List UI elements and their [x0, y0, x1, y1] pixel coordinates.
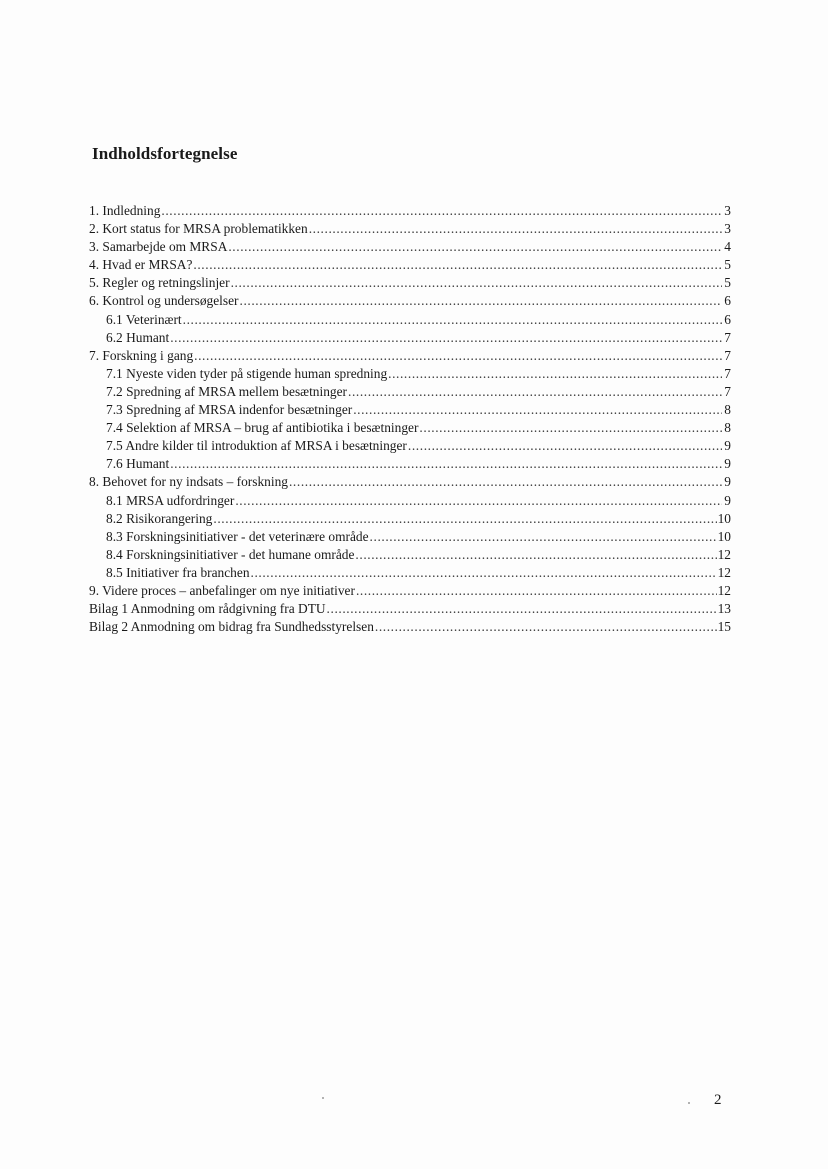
toc-entry-label: Bilag 2 Anmodning om bidrag fra Sundhedsstyrelsen: [89, 619, 374, 635]
toc-leader-dots: [194, 347, 722, 365]
toc-entry-label: 7. Forskning i gang: [89, 347, 194, 363]
toc-leader-dots: [240, 292, 722, 310]
toc-entry-page: 7: [724, 347, 731, 363]
toc-leader-dots: [370, 528, 717, 546]
toc-leader-dots: [161, 202, 722, 220]
toc-entry-page: 9: [724, 474, 731, 490]
toc-leader-dots: [327, 600, 717, 618]
toc-entry-page: 6: [724, 311, 731, 327]
toc-entry: [89, 365, 731, 383]
toc-entry-label: 8.1 MRSA udfordringer: [106, 492, 235, 508]
toc-entry: [89, 437, 731, 455]
toc-entry-label: 8.2 Risikorangering: [106, 510, 213, 526]
toc-entry-label: 7.1 Nyeste viden tyder på stigende human spredning: [106, 365, 388, 381]
toc-entry-page: 12: [717, 546, 731, 562]
toc-entry: [89, 492, 731, 510]
toc-entry-label: Bilag 1 Anmodning om rådgivning fra DTU: [89, 601, 326, 617]
toc-leader-dots: [353, 401, 722, 419]
toc-title: Indholdsfortegnelse: [92, 144, 238, 163]
toc-entry-page: 8: [724, 420, 731, 436]
toc-entry: [89, 419, 731, 437]
toc-entry-label: 8.3 Forskningsinitiativer - det veterinære område: [106, 528, 369, 544]
toc-entry: [89, 618, 731, 636]
toc-entry: [89, 528, 731, 546]
toc-entry-label: 8.4 Forskningsinitiativer - det humane område: [106, 546, 355, 562]
toc-entry: [89, 600, 731, 618]
toc-entry: [89, 455, 731, 473]
toc-entry-label: 6. Kontrol og undersøgelser: [89, 293, 239, 309]
toc-entry-label: 7.5 Andre kilder til introduktion af MRSA i besætninger: [106, 438, 407, 454]
toc-entry: [89, 582, 731, 600]
toc-leader-dots: [170, 455, 722, 473]
toc-entry-page: 9: [724, 438, 731, 454]
toc-entry-page: 6: [724, 293, 731, 309]
toc-leader-dots: [170, 329, 722, 347]
toc-entry-page: 9: [724, 492, 731, 508]
toc-entry: [89, 292, 731, 310]
toc-entry: [89, 202, 731, 220]
toc-leader-dots: [388, 365, 722, 383]
toc-entry-label: 3. Samarbejde om MRSA: [89, 239, 228, 255]
toc-entry-label: 8. Behovet for ny indsats – forskning: [89, 474, 288, 490]
toc-leader-dots: [419, 419, 722, 437]
toc-entry-page: 3: [724, 203, 731, 218]
toc-entry: [89, 383, 731, 401]
toc-entry: [89, 274, 731, 292]
toc-entry-page: 12: [717, 564, 731, 580]
toc-entry-label: 6.2 Humant: [106, 329, 170, 345]
toc-entry-page: 10: [717, 528, 731, 544]
toc-entry-page: 7: [724, 329, 731, 345]
toc-entry-label: 7.4 Selektion af MRSA – brug af antibiotika i besætninger: [106, 420, 419, 436]
toc-entry-page: 7: [724, 383, 731, 399]
table-of-contents: [89, 202, 731, 636]
toc-entry-page: 9: [724, 456, 731, 472]
toc-entry-page: 7: [724, 365, 731, 381]
toc-entry: [89, 510, 731, 528]
toc-entry: [89, 256, 731, 274]
toc-entry-page: 12: [717, 582, 731, 598]
toc-leader-dots: [375, 618, 717, 636]
toc-entry-label: 6.1 Veterinært: [106, 311, 182, 327]
scan-speck: [322, 1097, 324, 1099]
scan-speck: [688, 1102, 690, 1104]
toc-entry: [89, 564, 731, 582]
page-number: 2: [714, 1092, 722, 1108]
toc-entry-label: 7.2 Spredning af MRSA mellem besætninger: [106, 383, 348, 399]
toc-entry: [89, 546, 731, 564]
toc-entry: [89, 347, 731, 365]
toc-entry: [89, 238, 731, 256]
toc-entry-label: 5. Regler og retningslinjer: [89, 275, 230, 291]
toc-leader-dots: [231, 274, 722, 292]
toc-leader-dots: [251, 564, 717, 582]
toc-entry-page: 13: [717, 601, 731, 617]
toc-leader-dots: [228, 238, 722, 256]
toc-leader-dots: [183, 311, 722, 329]
toc-entry: [89, 401, 731, 419]
toc-entry-page: 15: [717, 619, 731, 635]
toc-entry-page: 10: [717, 510, 731, 526]
toc-leader-dots: [213, 510, 716, 528]
toc-entry: [89, 311, 731, 329]
toc-leader-dots: [309, 220, 722, 238]
toc-entry-label: 2. Kort status for MRSA problematikken: [89, 221, 308, 237]
toc-entry-page: 3: [724, 221, 731, 237]
toc-leader-dots: [193, 256, 722, 274]
toc-leader-dots: [289, 473, 722, 491]
toc-leader-dots: [235, 492, 722, 510]
toc-entry-page: 8: [724, 402, 731, 418]
toc-entry-label: 7.6 Humant: [106, 456, 170, 472]
toc-entry-label: 4. Hvad er MRSA?: [89, 257, 193, 273]
toc-leader-dots: [408, 437, 722, 455]
toc-entry-page: 5: [724, 257, 731, 273]
toc-entry-label: 8.5 Initiativer fra branchen: [106, 564, 250, 580]
toc-leader-dots: [355, 546, 716, 564]
toc-entry-label: 1. Indledning: [89, 203, 161, 218]
toc-entry: [89, 473, 731, 491]
toc-entry: [89, 329, 731, 347]
toc-entry-page: 4: [724, 239, 731, 255]
toc-leader-dots: [356, 582, 717, 600]
toc-entry-label: 9. Videre proces – anbefalinger om nye initiativer: [89, 582, 355, 598]
toc-leader-dots: [348, 383, 722, 401]
toc-entry-label: 7.3 Spredning af MRSA indenfor besætninger: [106, 402, 353, 418]
toc-entry: [89, 220, 731, 238]
toc-entry-page: 5: [724, 275, 731, 291]
